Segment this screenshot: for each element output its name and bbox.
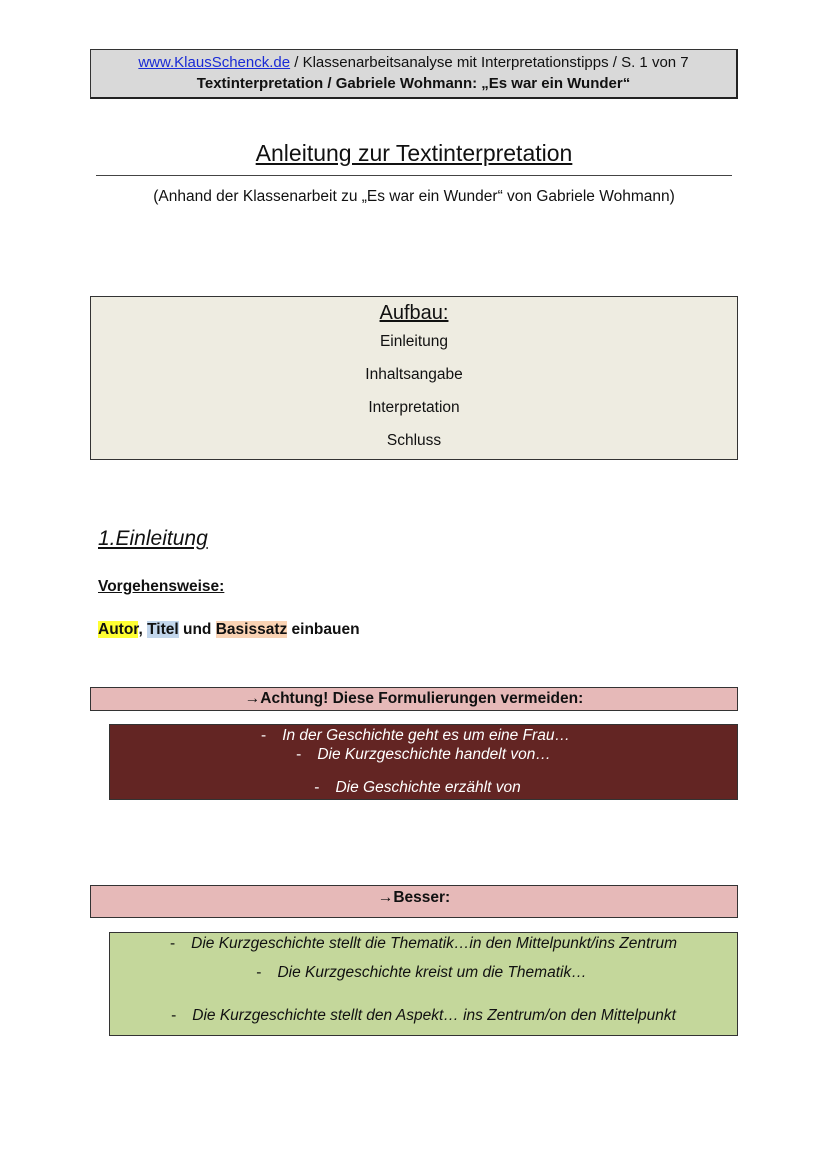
highlight-basissatz: Basissatz — [215, 621, 288, 638]
header-line-1-text: / Klassenarbeitsanalyse mit Interpretationstipps / S. 1 von 7 — [290, 54, 689, 71]
header-line-1 — [91, 52, 736, 73]
title-divider — [96, 175, 732, 176]
avoid-item — [102, 727, 729, 745]
dash: - — [314, 779, 320, 796]
better-item-text: Die Kurzgeschichte stellt den Aspekt… ins Zentrum/on den Mittelpunkt — [192, 1007, 676, 1024]
aufbau-list — [91, 333, 737, 465]
method-sep: und — [178, 621, 216, 638]
avoid-item-text: Die Geschichte erzählt von — [335, 779, 521, 796]
aufbau-item: Inhaltsangabe — [365, 366, 463, 383]
better-item-text: Die Kurzgeschichte stellt die Thematik…in den Mittelpunkt/ins Zentrum — [191, 935, 678, 952]
site-link[interactable]: www.KlausSchenck.de — [138, 54, 291, 71]
better-item — [110, 935, 737, 953]
page-subtitle: (Anhand der Klassenarbeit zu „Es war ein Wunder“ von Gabriele Wohmann) — [153, 188, 675, 205]
aufbau-item: Schluss — [386, 432, 442, 449]
dash: - — [171, 1007, 177, 1024]
method-sep: , — [138, 621, 148, 638]
page-header — [90, 49, 738, 99]
avoid-item-text: Die Kurzgeschichte handelt von… — [317, 746, 551, 763]
highlight-titel: Titel — [147, 621, 179, 638]
avoid-item — [110, 746, 737, 764]
avoid-item — [104, 779, 731, 797]
page-title: Anleitung zur Textinterpretation — [255, 140, 573, 166]
method-rest: einbauen — [287, 621, 360, 638]
section-heading: 1.Einleitung — [98, 527, 208, 550]
better-item — [110, 1007, 737, 1025]
highlight-autor: Autor — [98, 621, 139, 638]
better-item — [108, 964, 735, 982]
aufbau-item: Einleitung — [379, 333, 449, 350]
better-band: →Besser: — [90, 885, 738, 918]
dash: - — [256, 964, 262, 981]
method-label: Vorgehensweise: — [98, 578, 225, 595]
dash: - — [261, 727, 267, 744]
avoid-warning-band: →Achtung! Diese Formulierungen vermeiden: — [90, 687, 738, 711]
method-line — [98, 621, 360, 639]
avoid-item-text: In der Geschichte geht es um eine Frau… — [282, 727, 570, 744]
avoid-phrases-box — [109, 724, 738, 800]
dash: - — [296, 746, 302, 763]
better-item-text: Die Kurzgeschichte kreist um die Thematik… — [277, 964, 587, 981]
aufbau-heading: Aufbau: — [379, 302, 449, 324]
dash: - — [169, 935, 176, 952]
header-line-2: Textinterpretation / Gabriele Wohmann: „Es war ein Wunder“ — [196, 75, 631, 92]
aufbau-box — [90, 296, 738, 460]
aufbau-item: Interpretation — [368, 399, 460, 416]
better-phrases-box — [109, 932, 738, 1036]
